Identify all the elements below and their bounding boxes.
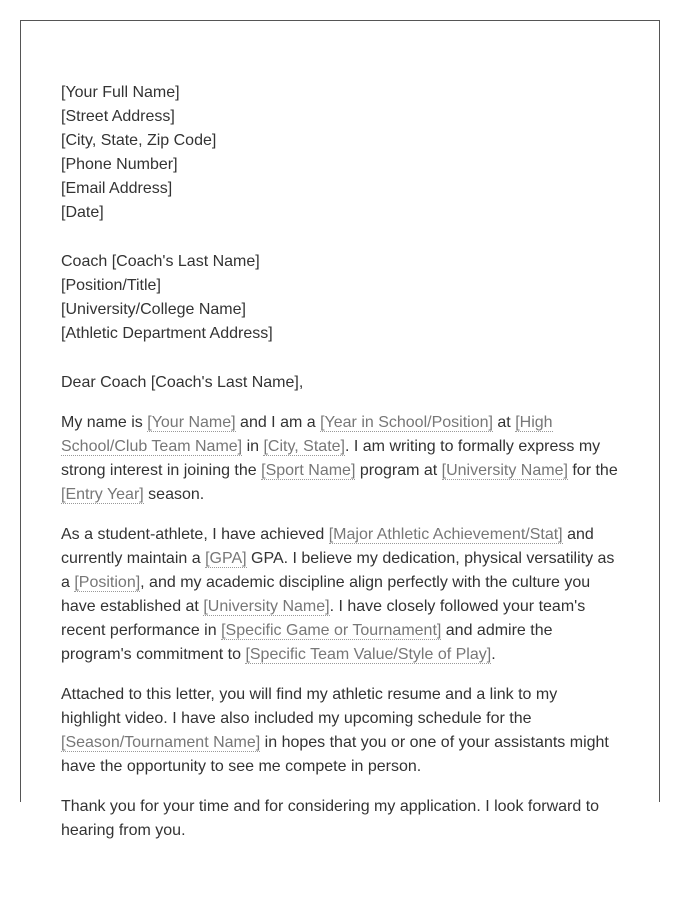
placeholder-field: [Your Name] [147,414,236,431]
body-paragraph: As a student-athlete, I have achieved [Major Athletic Achievement/Stat] and currently maintain a [GPA] GPA. I believe my dedication, physical versatility as a [Position], and my academic discipline align perfectly with the culture you have established at [University Name]. I have closely followed your team's recent performance in [Specific Game or Tournament] and admire the program's commitment to [Specific Team Value/Style of Play]. [61,526,615,663]
body-paragraph: My name is [Your Name] and I am a [Year in School/Position] at [High School/Club Team Name] in [City, State]. I am writing to formally express my strong interest in joining the [Sport Name] program at [University Name] for the [Entry Year] season. [61,414,618,503]
letter-page [20,20,660,839]
letter-content [61,81,621,859]
placeholder-field: [University Name] [203,598,330,615]
placeholder-field: [Position] [74,574,141,591]
recipient-address: [Athletic Department Address] [61,325,273,342]
sender-email: [Email Address] [61,180,173,197]
recipient-address-block [61,250,621,346]
letter-greeting: Dear Coach [Coach's Last Name], [61,374,304,391]
recipient-title: [Position/Title] [61,277,161,294]
sender-address-block [61,81,621,225]
placeholder-field: [High School/Club Team Name] [61,414,553,455]
sender-city-state-zip: [City, State, Zip Code] [61,132,217,149]
placeholder-field: [City, State] [263,438,345,455]
letter-body [61,411,621,843]
sender-name: [Your Full Name] [61,84,180,101]
letter-date: [Date] [61,204,104,221]
placeholder-field: [Year in School/Position] [320,414,493,431]
placeholder-field: [Entry Year] [61,486,144,503]
placeholder-field: [GPA] [205,550,247,567]
placeholder-field: [Specific Game or Tournament] [221,622,442,639]
sender-phone: [Phone Number] [61,156,178,173]
placeholder-field: [Major Athletic Achievement/Stat] [328,526,563,543]
recipient-university: [University/College Name] [61,301,246,318]
body-paragraph: Attached to this letter, you will find my athletic resume and a link to my highlight video. I have also included my upcoming schedule for the [Season/Tournament Name] in hopes that you or one of your assistants might have the opportunity to see me compete in person. [61,686,609,775]
body-paragraph: Thank you for your time and for considering my application. I look forward to hearing from you. [61,798,600,839]
placeholder-field: [Specific Team Value/Style of Play] [245,646,492,663]
placeholder-field: [Season/Tournament Name] [61,734,261,751]
recipient-name: Coach [Coach's Last Name] [61,253,260,270]
placeholder-field: [Sport Name] [261,462,356,479]
sender-street: [Street Address] [61,108,175,125]
placeholder-field: [University Name] [441,462,568,479]
